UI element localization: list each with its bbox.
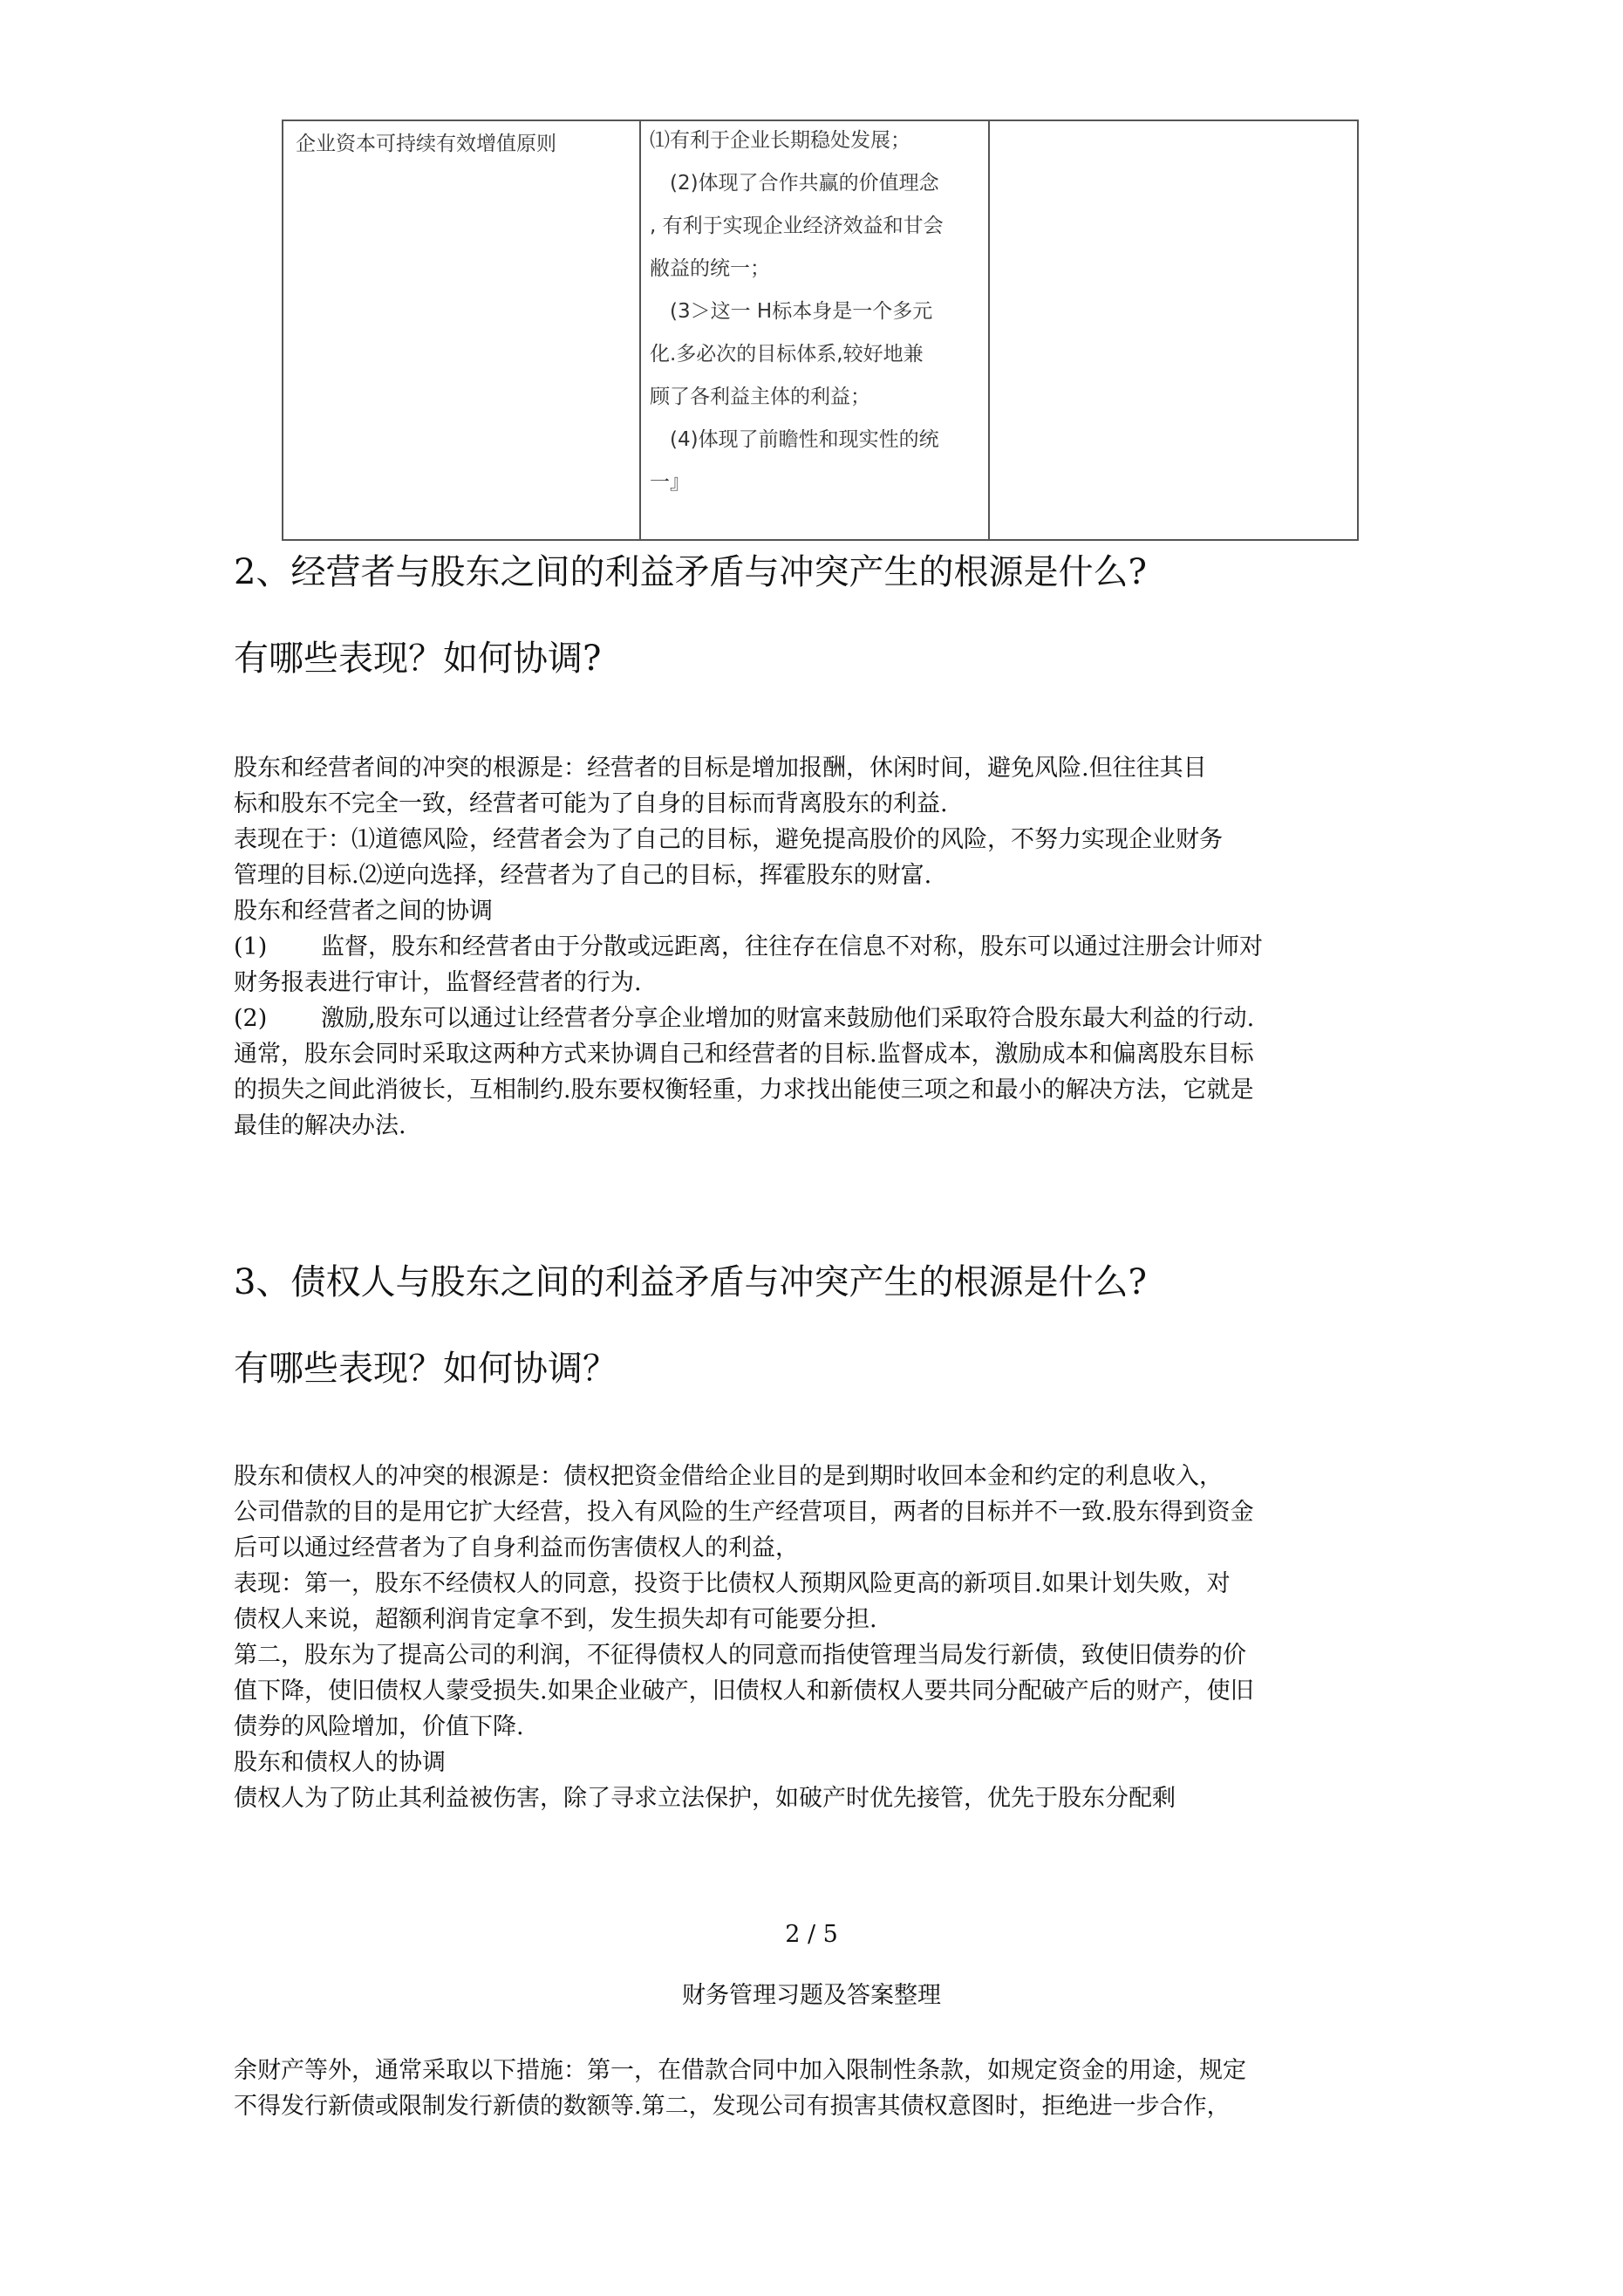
body-line: 第二，股东为了提高公司的利润，不征得债权人的同意而指使管理当局发行新债，致使旧债券的价 [234,1642,1246,1669]
body-line: 债权人来说，超额利润肯定拿不到，发生损失却有可能要分担. [234,1606,877,1633]
body-line: 不得发行新债或限制发行新债的数额等.第二，发现公司有损害其债权意图时，拒绝进一步合作， [234,2093,1231,2120]
explanation-line: (3＞这一 H标本身是一个多元 [650,300,933,323]
explanation-line: 化.多必次的目标体系,较好地兼 [650,343,924,366]
body-line: 股东和经营者间的冲突的根源是：经营者的目标是增加报酬，休闲时间，避免风险.但往往其目 [234,755,1207,782]
explanation-line: 敝益的统一； [650,257,770,280]
explanation-line: 顾了各利益主体的利益； [650,386,870,408]
body-line: 股东和经营者之间的协调 [234,898,493,925]
body-line: 债权人为了防止其利益被伤害，除了寻求立法保护，如破产时优先接管，优先于股东分配剩 [234,1785,1176,1812]
body-line: 股东和债权人的协调 [234,1749,446,1776]
body-line: 管理的目标.⑵逆向选择，经营者为了自己的目标，挥霍股东的财富. [234,862,932,889]
section-2-heading-line1: 2、经营者与股东之间的利益矛盾与冲突产生的根源是什么? [234,552,1147,592]
explanation-line: 一』 [650,471,690,494]
body-line: 表现在于：⑴道德风险，经营者会为了自己的目标，避免提高股价的风险，不努力实现企业财务 [234,826,1223,853]
body-line: 的损失之间此消彼长，互相制约.股东要权衡轻重，力求找出能使三项之和最小的解决方法，它就是 [234,1076,1254,1104]
body-line: 公司借款的目的是用它扩大经营，投入有风险的生产经营项目，两者的目标并不一致.股东得到资金 [234,1499,1254,1526]
criteria-table [282,120,1359,541]
section-3-heading-line1: 3、债权人与股东之间的利益矛盾与冲突产生的根源是什么? [234,1262,1147,1302]
table-divider [988,121,990,539]
body-line: 后可以通过经营者为了自身利益而伤害债权人的利益， [234,1534,799,1561]
body-line: 表现：第一，股东不经债权人的同意，投资于比债权人预期风险更高的新项目.如果计划失败，对 [234,1570,1231,1597]
list-item-incentive: (2) 激励,股东可以通过让经营者分享企业增加的财富来鼓励他们采取符合股东最大利益的行动. [234,1001,1407,1036]
section-2-body [234,750,1407,1144]
table-cell-principle: 企业资本可持续有效增值原则 [296,133,556,155]
section-3-body [234,1459,1407,1816]
body-line: 财务报表进行审计，监督经营者的行为. [234,969,642,996]
body-line: 标和股东不完全一致，经营者可能为了自身的目标而背离股东的利益. [234,790,948,817]
body-line: 值下降，使旧债权人蒙受损失.如果企业破产，旧债权人和新债权人要共同分配破产后的财产，使旧 [234,1678,1254,1705]
list-item-monitor: (1) 监督，股东和经营者由于分散或远距离，往往存在信息不对称，股东可以通过注册会计师对 [234,929,1407,965]
page-number: 2 / 5 [785,1921,838,1948]
explanation-line: , 有利于实现企业经济效益和甘会 [650,215,944,237]
list-number: (1) [234,933,268,960]
explanation-line: (2)体现了合作共赢的价值理念 [650,172,939,195]
body-line: 股东和债权人的冲突的根源是：债权把资金借给企业目的是到期时收回本金和约定的利息收入， [234,1463,1223,1490]
body-line: 债券的风险增加，价值下降. [234,1713,524,1740]
running-title: 财务管理习题及答案整理 [682,1982,941,2009]
table-divider [639,121,641,539]
section-3-heading-line2: 有哪些表现？如何协调？ [234,1349,617,1389]
explanation-line: ⑴有利于企业长期稳处发展； [650,129,910,152]
body-line: 余财产等外，通常采取以下措施：第一，在借款合同中加入限制性条款，如规定资金的用途，规定 [234,2057,1246,2084]
section-2-heading-line2: 有哪些表现？如何协调? [234,639,602,679]
list-number: (2) [234,1005,268,1032]
body-line: 通常，股东会同时采取这两种方式来协调自己和经营者的目标.监督成本，激励成本和偏离股东目标 [234,1041,1254,1068]
table-cell-explanation [650,120,981,504]
explanation-line: (4)体现了前瞻性和现实性的统 [650,428,939,451]
continuation-body [234,2053,1407,2124]
body-line: 最佳的解决办法. [234,1112,406,1139]
